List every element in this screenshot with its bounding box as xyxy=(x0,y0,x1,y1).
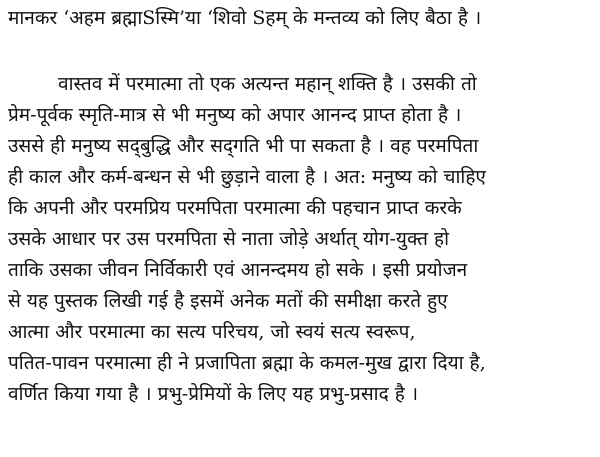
paragraph-2-line-1: वास्तव में परमात्मा तो एक अत्यन्त महान्‌ शक्ति है । उसकी तो xyxy=(58,73,477,95)
paragraph-2-line-7: ताकि उसका जीवन निर्विकारी एवं आनन्दमय हो सके । इसी प्रयोजन xyxy=(8,259,468,281)
paragraph-2-line-11: वर्णित किया गया है । प्रभु-प्रेमियों के लिए यह प्रभु-प्रसाद है । xyxy=(8,383,419,405)
paragraph-2-line-2: प्रेम-पूर्वक स्मृति-मात्र से भी मनुष्य को अपार आनन्द प्राप्त होता है । xyxy=(8,104,462,126)
paragraph-2-line-8: से यह पुस्तक लिखी गई है इसमें अनेक मतों की समीक्षा करते हुए xyxy=(8,290,448,312)
paragraph-2-line-5: कि अपनी और परमप्रिय परमपिता परमात्मा की पहचान प्राप्त करके xyxy=(8,197,462,219)
paragraph-2-line-10: पतित-पावन परमात्मा ही ने प्रजापिता ब्रह्मा के कमल-मुख द्वारा दिया है, xyxy=(8,352,486,374)
paragraph-1-line-1: मानकर ‘अहम ब्रह्माSस्मि’या ‘शिवो Sहम्‌ के मन्तव्य को लिए बैठा है । xyxy=(8,7,482,29)
paragraph-2-line-4: ही काल और कर्म-बन्धन से भी छुड़ाने वाला है । अत: मनुष्य को चाहिए xyxy=(8,166,486,188)
paragraph-2-line-9: आत्मा और परमात्मा का सत्य परिचय, जो स्वयं सत्य स्वरूप, xyxy=(8,321,416,343)
paragraph-2-line-3: उससे ही मनुष्य सद्‌बुद्धि और सद्‌गति भी पा सकता है । वह परमपिता xyxy=(8,135,479,157)
paragraph-2-line-6: उसके आधार पर उस परमपिता से नाता जोड़े अर्थात्‌ योग-युक्त हो xyxy=(8,228,450,250)
